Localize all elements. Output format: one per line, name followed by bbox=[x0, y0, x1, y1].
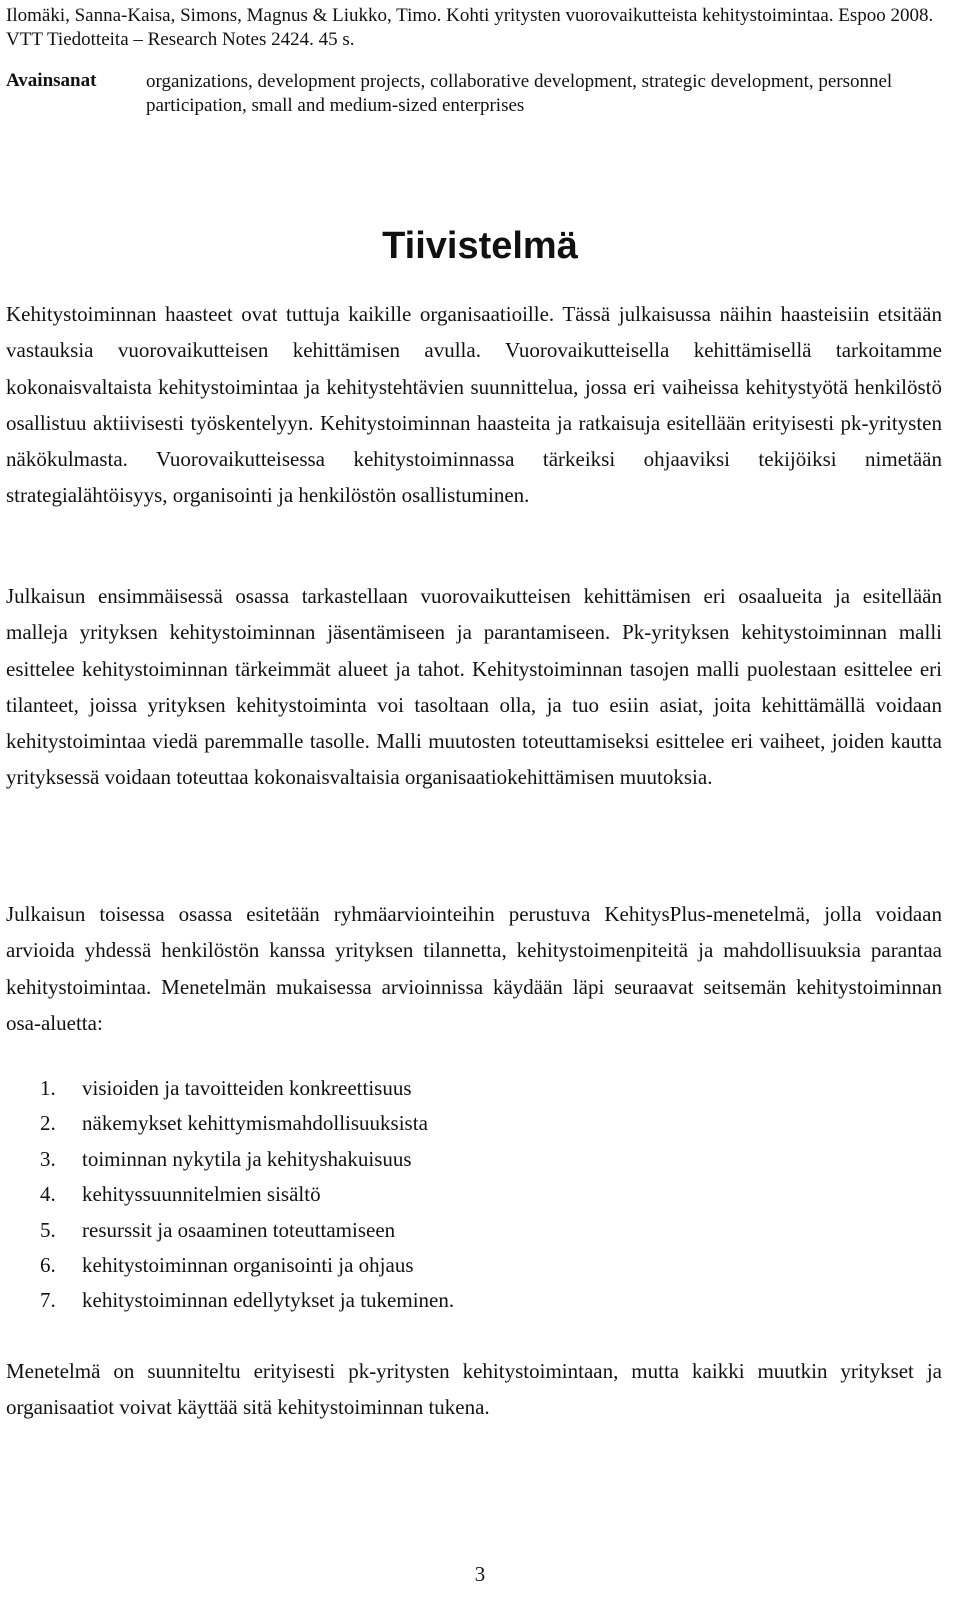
list-item-text: resurssit ja osaaminen toteuttamiseen bbox=[82, 1217, 396, 1242]
list-item-number: 3. bbox=[40, 1146, 56, 1171]
list-item bbox=[6, 1106, 906, 1141]
list-item-number: 4. bbox=[40, 1182, 56, 1207]
keywords-text: organizations, development projects, collaborative development, strategic development, personnel participation, small and medium-sized enterprises bbox=[146, 71, 893, 116]
bibliographic-reference: Ilomäki, Sanna-Kaisa, Simons, Magnus & Liukko, Timo. Kohti yritysten vuorovaikutteista kehitystoimintaa. Espoo 2008. VTT Tiedotteita – Research Notes 2424. 45 s. bbox=[6, 5, 934, 50]
list-item bbox=[6, 1248, 906, 1283]
evaluation-areas-list bbox=[6, 1071, 906, 1319]
list-item bbox=[6, 1177, 906, 1212]
list-item-text: kehityssuunnitelmien sisältö bbox=[82, 1182, 321, 1207]
list-item bbox=[6, 1142, 906, 1177]
list-item-text: näkemykset kehittymismahdollisuuksista bbox=[82, 1111, 428, 1136]
abstract-paragraph: Menetelmä on suunniteltu erityisesti pk-yritysten kehitystoimintaan, mutta kaikki muutkin yritykset ja organisaatiot voivat käyttää sitä kehitystoiminnan tukena. bbox=[6, 1359, 942, 1420]
list-item-text: kehitystoiminnan edellytykset ja tukeminen. bbox=[82, 1288, 455, 1313]
keywords-label: Avainsanat bbox=[6, 70, 97, 91]
list-item-text: visioiden ja tavoitteiden konkreettisuus bbox=[82, 1076, 412, 1100]
abstract-title: Tiivistelmä bbox=[382, 225, 578, 267]
list-item bbox=[6, 1213, 906, 1248]
list-item-text: toiminnan nykytila ja kehityshakuisuus bbox=[82, 1146, 412, 1171]
abstract-paragraph: Kehitystoiminnan haasteet ovat tuttuja kaikille organisaatioille. Tässä julkaisussa näihin haasteisiin etsitään vastauksia vuorovaikutteisen kehittämisen avulla. Vuorovaikutteisella kehittämisellä tarkoitamme kokonaisvaltaista kehitystoimintaa ja kehitystehtävien suunnittelua, jossa eri vaiheissa kehitystyötä henkilöstö osallistuu aktiivisesti työskentelyyn. Kehitystoiminnan haasteita ja ratkaisuja esitellään erityisesti pk-yritysten näkökulmasta. Vuorovaikutteisessa kehitystoiminnassa tärkeiksi ohjaaviksi tekijöiksi nimetään strategialähtöisyys, organisointi ja henkilöstön osallistuminen. bbox=[6, 302, 942, 508]
list-item-number: 5. bbox=[40, 1217, 56, 1242]
list-item-number: 7. bbox=[40, 1288, 56, 1313]
list-item-number: 1. bbox=[40, 1076, 56, 1100]
list-item-text: kehitystoiminnan organisointi ja ohjaus bbox=[82, 1253, 414, 1278]
list-item-number: 2. bbox=[40, 1111, 56, 1136]
abstract-paragraph: Julkaisun ensimmäisessä osassa tarkastellaan vuorovaikutteisen kehittämisen eri osaalueita ja esitellään malleja yrityksen kehitystoiminnan jäsentämiseen ja parantamiseen. Pk-yrityksen kehitystoiminnan malli esittelee kehitystoiminnan tärkeimmät alueet ja tahot. Kehitystoiminnan tasojen malli puolestaan esittelee eri tilanteet, joissa yrityksen kehitystoiminta voi tasoltaan olla, ja tuo esiin asiat, joita kehittämällä voidaan kehitystoimintaa viedä paremmalle tasolle. Malli muutosten toteuttamiseksi esittelee eri vaiheet, joiden kautta yrityksessä voidaan toteuttaa kokonaisvaltaisia organisaatiokehittämisen muutoksia. bbox=[6, 584, 942, 790]
list-item bbox=[6, 1071, 906, 1106]
list-item bbox=[6, 1283, 906, 1318]
page-number: 3 bbox=[474, 1562, 486, 1586]
abstract-paragraph: Julkaisun toisessa osassa esitetään ryhmäarviointeihin perustuva KehitysPlus-menetelmä, jolla voidaan arvioida yhdessä henkilöstön kanssa yrityksen tilannetta, kehitystoimenpiteitä ja mahdollisuuksia parantaa kehitystoimintaa. Menetelmän mukaisessa arvioinnissa käydään läpi seuraavat seitsemän kehitystoiminnan osa-aluetta: bbox=[6, 902, 942, 1035]
list-item-number: 6. bbox=[40, 1253, 56, 1278]
